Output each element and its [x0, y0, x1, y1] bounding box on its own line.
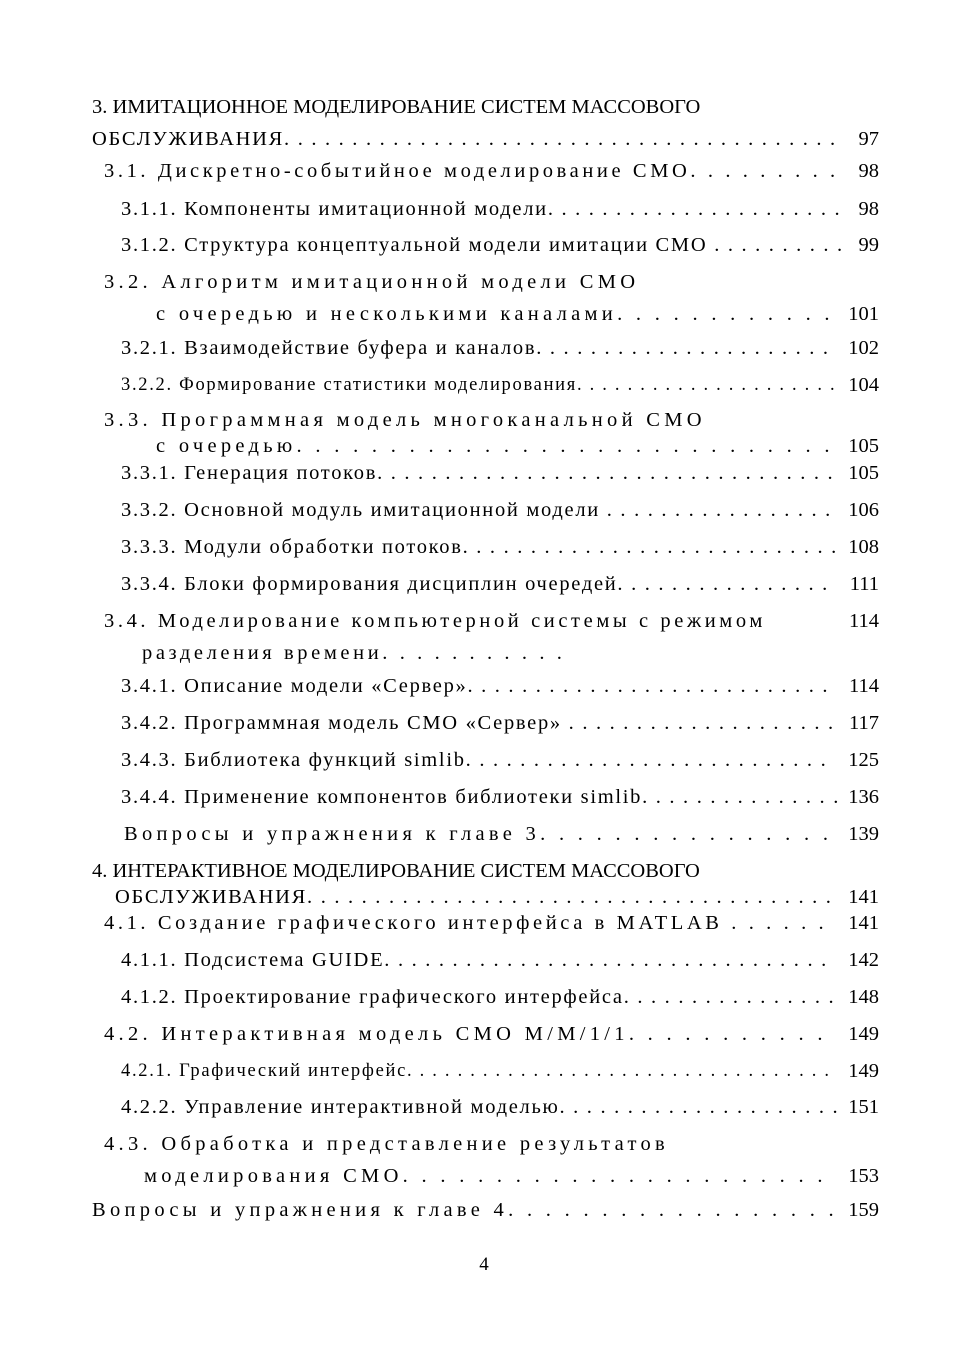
toc-page-number: 97: [858, 128, 879, 150]
toc-page-number: 141: [848, 912, 879, 934]
toc-page-number: 114: [849, 675, 879, 697]
toc-page-number: 139: [848, 823, 879, 845]
toc-page-number: 125: [848, 749, 879, 771]
toc-page-number: 117: [849, 712, 879, 734]
toc-page-number: 101: [848, 303, 879, 325]
page-number: 4: [479, 1254, 489, 1275]
toc-page-number: 102: [848, 337, 879, 359]
toc-page-number: 148: [848, 986, 879, 1008]
toc-page-number: 136: [848, 786, 879, 808]
toc-page-number: 99: [858, 234, 879, 256]
toc-page-number: 104: [848, 374, 879, 396]
toc-page-number: 105: [848, 435, 879, 457]
toc-page-number: 141: [848, 886, 879, 908]
toc-page-number: 98: [858, 160, 879, 182]
toc-page-number: 108: [848, 536, 879, 558]
toc-page-number: 149: [848, 1060, 879, 1082]
toc-page-number: 149: [848, 1023, 879, 1045]
toc-page-number: 153: [848, 1165, 879, 1187]
toc-page-number: 142: [848, 949, 879, 971]
toc-page-number: 159: [848, 1199, 879, 1221]
toc-page-number: 111: [849, 573, 879, 595]
toc-page-number: 114: [849, 610, 879, 632]
toc-page-number: 151: [848, 1096, 879, 1118]
toc-page: 3. ИМИТАЦИОННОЕ МОДЕЛИРОВАНИЕ СИСТЕМ МАССОВОГО ОБСЛУЖИВАНИЯ. . . . . . . . . . . . . . . . . . . . . . . . . . . . . . . . . . . . . . . . . 97 3.1. Дискретно-событийное моделирование СМО. . . . . . . . . 98 3.1.1. Компоненты имитационной модели. . . . . . . . . . . . . . . . . . . . . . 98 3.1.2. Структура концептуальной модели имитации СМО . . . . . . . . . . 99 3.2. Алгоритм имитационной модели СМО с очередью и несколькими каналами. . . . . . . . . . . . 101 3.2.1. Взаимодействие буфера и каналов. . . . . . . . . . . . . . . . . . . . . . 102 3.2.2. Формирование статистики моделирования. . . . . . . . . . . . . . . . . . . . . 104 3.3. Программная модель многоканальной СМО с очередью. . . . . . . . . . . . . . . . . . . . . . . . . . . . . 105 3.3.1. Генерация потоков. . . . . . . . . . . . . . . . . . . . . . . . . . . . . . . . . . 105 3.3.2. Основной модуль имитационной модели . . . . . . . . . . . . . . . . . 106 3.3.3. Модули обработки потоков. . . . . . . . . . . . . . . . . . . . . . . . . . . . 108 3.3.4. Блоки формирования дисциплин очередей. . . . . . . . . . . . . . . . 111 3.4. Моделирование компьютерной системы с режимом 114 разделения времени. . . . . . . . . . . 3.4.1. Описание модели «Сервер». . . . . . . . . . . . . . . . . . . . . . . . . . . 114 3.4.2. Программная модель СМО «Сервер» . . . . . . . . . . . . . . . . . . . . 117 3.4.3. Библиотека функций simlib. . . . . . . . . . . . . . . . . . . . . . . . . . . 125 3.4.4. Применение компонентов библиотеки simlib. . . . . . . . . . . . . . . 136 Вопросы и упражнения к главе 3. . . . . . . . . . . . . . . . 139 4. ИНТЕРАКТИВНОЕ МОДЕЛИРОВАНИЕ СИСТЕМ МАССОВОГО ОБСЛУЖИВАНИЯ. . . . . . . . . . . . . . . . . . . . . . . . . . . . . . . . . . . . . . . 141 4.1. Создание графического интерфейса в MATLAB . . . . . . 141 4.1.1. Подсистема GUIDE. . . . . . . . . . . . . . . . . . . . . . . . . . . . . . . . . 142 4.1.2. Проектирование графического интерфейса. . . . . . . . . . . . . . . . 148 4.2. Интерактивная модель СМО М/М/1/1. . . . . . . . . . . 149 4.2.1. Графический интерфейс. . . . . . . . . . . . . . . . . . . . . . . . . . . . . . . . . . 149 4.2.2. Управление интерактивной моделью. . . . . . . . . . . . . . . . . . . . . 151 4.3. Обработка и представление результатов моделирования СМО. . . . . . . . . . . . . . . . . . . . . . . 153 Вопросы и упражнения к главе 4. . . . . . . . . . . . . . . . . . 159 4: [0, 0, 968, 1369]
toc-page-number: 98: [858, 198, 879, 220]
toc-page-number: 105: [848, 462, 879, 484]
toc-page-number: 106: [848, 499, 879, 521]
